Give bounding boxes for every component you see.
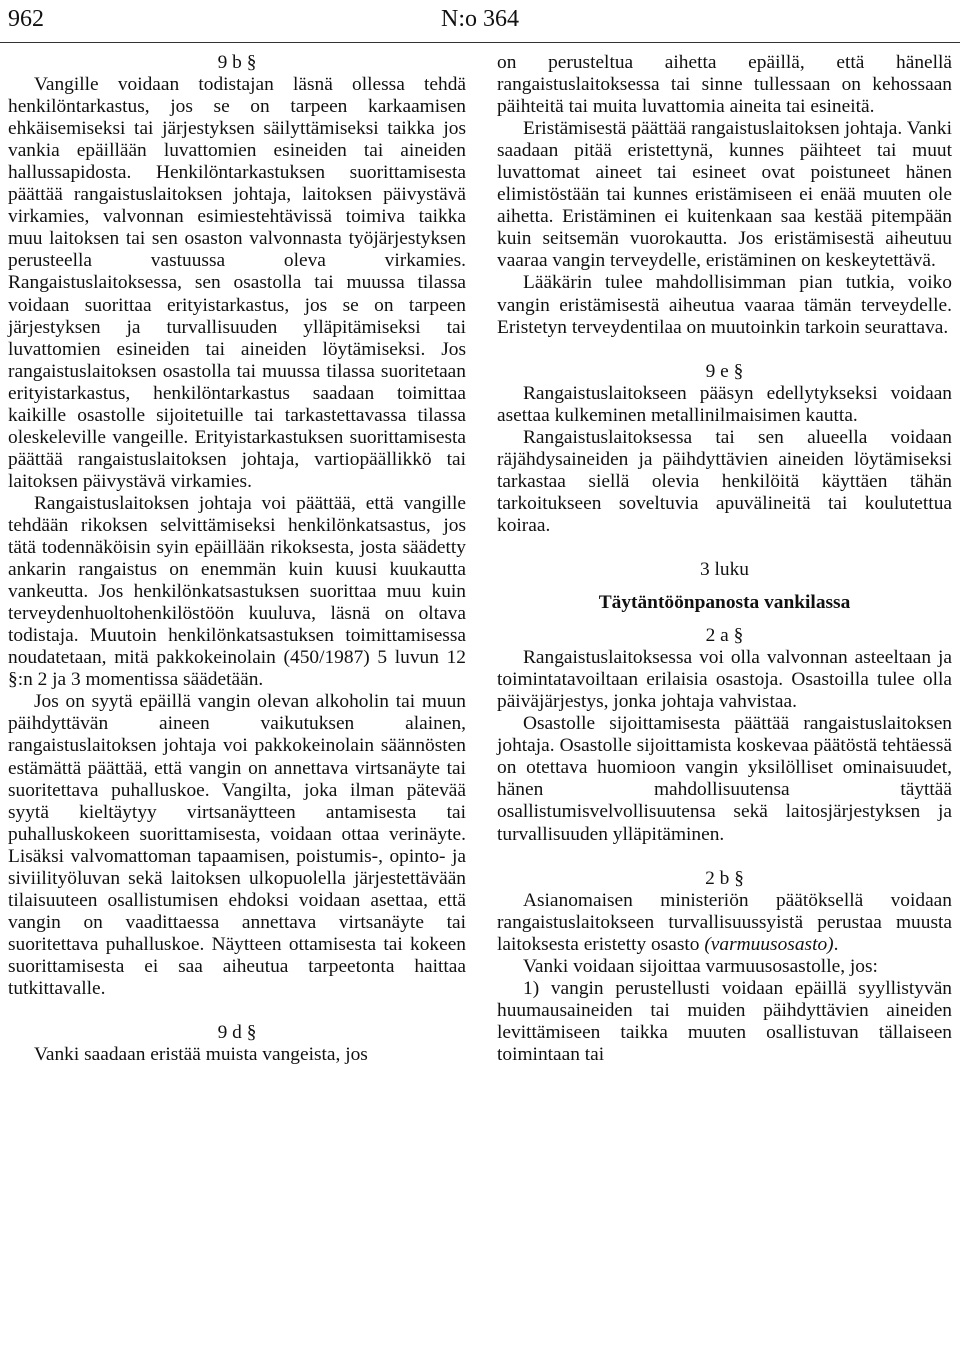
- section-heading-9b: 9 b §: [217, 52, 257, 73]
- paragraph: Rangaistuslaitoksen johtaja voi päättää, että vangille tehdään rikoksen selvittämiseksi henkilönkatsastus, jos tätä todennäköisin syin epäillään rikoksesta, josta säädetty ankarin rangaistus on enemmän kuin kuusi kuukautta vankeutta. Jos henkilönkatsastuksen suorittaa muu kuin terveydenhuoltohenkilöstöön kuuluva, läsnä on oltava todistaja. Muutoin henkilönkatsastuksen toimittamisessa noudatetaan, mitä pakkokeinolain (450/1987) 5 luvun 12 §:n 2 ja 3 momentissa säädetään.: [8, 492, 466, 691]
- paragraph: Vanki saadaan eristää muista vangeista, jos: [34, 1044, 368, 1066]
- issue-number: N:o 364: [441, 6, 519, 32]
- term-italic: (varmuusosasto): [704, 933, 834, 955]
- chapter-number: 3 luku: [699, 558, 750, 580]
- section-heading-2a: 2 a §: [705, 625, 744, 647]
- paragraph: Rangaistuslaitokseen pääsyn edellytykseksi voidaan asettaa kulkeminen metallinilmaisimen kautta.: [497, 382, 952, 426]
- section-heading-9d: 9 d §: [217, 1022, 257, 1044]
- section-heading-9e: 9 e §: [705, 360, 744, 382]
- spacer: [497, 537, 952, 559]
- paragraph: Vangille voidaan todistajan läsnä ollessa tehdä henkilöntarkastus, jos se on tarpeen karkaamisen ehkäisemiseksi tai järjestyksen säilyttämiseksi taikka jos vankia epäillään luvattomien esineiden tai aineiden hallussapidosta. Henkilöntarkastuksen suorittamisesta päättää rangaistuslaitoksen johtaja, laitoksen päivystävä virkamies, valvonnan esimiestehtävissä toimiva taikka muu laitoksen tai sen osaston valvonnasta työjärjestyksen perusteella vastuussa oleva virkamies. Rangaistuslaitoksessa, sen osastolla tai muussa tilassa voidaan suorittaa erityistarkastus, jos se on tarpeen järjestyksen ja turvallisuuden ylläpitämiseksi tai luvattomien esineiden tai aineiden löytämiseksi. Jos rangaistuslaitoksen osastolla tai muussa tilassa suoritetaan erityistarkastus, henkilöntarkastus saadaan toimittaa kaikille osastolle sijoitetuille tai tarkastettavassa tilassa oleskeleville vangeille. Erityistarkastuksen suorittamisesta päättää rangaistuslaitoksen johtaja, vartiopäällikkö tai laitoksen päivystävä virkamies.: [8, 74, 466, 492]
- page-header: [0, 0, 960, 42]
- section-heading-2b: 2 b §: [705, 867, 744, 889]
- paragraph: Vanki voidaan sijoittaa varmuusosastolle, jos:: [523, 955, 878, 977]
- paragraph: [497, 890, 952, 956]
- spacer: [497, 581, 952, 592]
- spacer: [8, 1000, 466, 1022]
- spacer: [497, 339, 952, 361]
- page-number: 962: [8, 6, 44, 32]
- header-rule: [0, 42, 960, 43]
- paragraph: Rangaistuslaitoksessa voi olla valvonnan asteeltaan ja toimintatavoiltaan erilaisia osastoja. Osastoilla tulee olla päiväjärjestys, jonka johtaja vahvistaa.: [497, 647, 952, 713]
- paragraph: Osastolle sijoittamisesta päättää rangaistuslaitoksen johtaja. Osastolle sijoittamista koskevaa päätöstä tehtäessä on otettava huomioon vangin yksilölliset ominaisuudet, hänen mahdollisuutensa täyttää osallistumisvelvollisuutensa sekä laitosjärjestyksen ja turvallisuuden ylläpitäminen.: [497, 713, 952, 845]
- list-item: 1) vangin perustellusti voidaan epäillä syyllistyvän huumausaineiden tai muiden päihdyttävien aineiden levittämiseen taikka muuten osallistuvan tällaiseen toimintaan tai: [497, 977, 952, 1065]
- paragraph-text: .: [833, 933, 839, 955]
- spacer: [497, 614, 952, 625]
- spacer: [497, 846, 952, 868]
- left-column: [8, 52, 466, 1066]
- paragraph: Eristämisestä päättää rangaistuslaitoksen johtaja. Vanki saadaan pitää eristettynä, kunnes päihteet tai muut luvattomat aineet tai esineet ovat poistuneet hänen elimistöstään tai kunnes eristämiseen ei enää muuten ole aihetta. Eristäminen ei kuitenkaan saa kestää pitempään kuin seitsemän vuorokautta. Jos eristämisestä aiheutuu vaaraa vangin terveydelle, eristäminen on keskeytettävä.: [497, 118, 952, 272]
- paragraph: on perusteltua aihetta epäillä, että hänellä rangaistuslaitoksessa tai sinne tullessaan on kehossaan päihteitä tai muita luvattomia aineita tai esineitä.: [497, 52, 952, 118]
- paragraph: Lääkärin tulee mahdollisimman pian tutkia, voiko vangin eristämisestä aiheutua vaaraa tämän terveydelle. Eristetyn terveydentilaa on muutoinkin tarkoin seurattava.: [497, 272, 952, 338]
- right-column: [497, 52, 952, 1066]
- paragraph: Jos on syytä epäillä vangin olevan alkoholin tai muun päihdyttävän aineen vaikutuksen alainen, rangaistuslaitoksen johtaja voi pakkokeinolain säännösten estämättä päättää, että vangin on annettava virtsanäyte tai suoritettava puhalluskoe. Vangilta, joka ilman pätevää syytä kieltäytyy virtsanäytteen antamisesta tai puhalluskokeen suorittamisesta, voidaan ottaa verinäyte. Lisäksi valvomattoman tapaamisen, poistumis-, opinto- ja siviilityöluvan sekä laitoksen ulkopuolella järjestettävään tilaisuuteen osallistumisen ehdoksi voidaan asettaa, että vangin on vaadittaessa annettava virtsanäyte tai suoritettava puhalluskoe. Näytteen ottamisesta tai kokeen suorittamisesta ei saa aiheutua tarpeetonta haittaa tutkittavalle.: [8, 691, 466, 999]
- chapter-title: Täytäntöönpanosta vankilassa: [598, 592, 851, 614]
- paragraph-text: Asianomaisen ministeriön päätöksellä voidaan rangaistuslaitokseen turvallisuussyistä perustaa muusta laitoksesta eristetty osasto: [497, 889, 952, 955]
- paragraph: Rangaistuslaitoksessa tai sen alueella voidaan räjähdysaineiden ja päihdyttävien aineiden löytämiseksi tarkastaa siellä olevia henkilöitä käyttäen tähän tarkoitukseen soveltuvia apuvälineitä tai koulutettua koiraa.: [497, 426, 952, 536]
